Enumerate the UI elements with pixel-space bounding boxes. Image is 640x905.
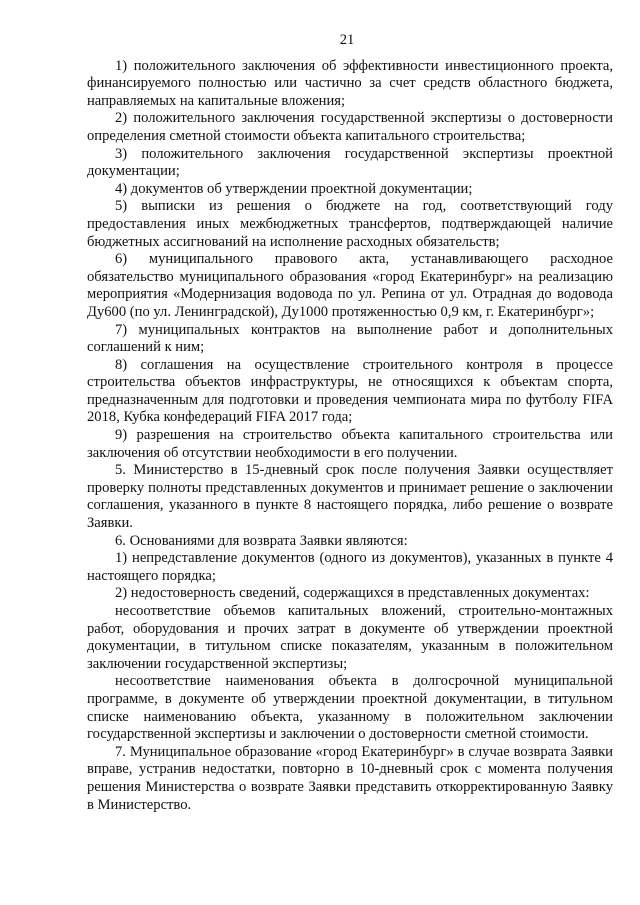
paragraph-item-4: 4) документов об утверждении проектной документации; <box>115 180 473 197</box>
paragraph-item-5: 5) выписки из решения о бюджете на год, соответствующий году предоставления иных межбюджетных трансфертов, подтверждающей наличие бюджетных ассигнований на исполнение расходных обязательств; <box>87 198 613 250</box>
paragraph-mismatch-volumes: несоответствие объемов капитальных вложений, строительно-монтажных работ, оборудования и прочих затрат в документе об утверждении проектной документации, в титульном списке показателям, указанным в положительном заключении государственной экспертизы; <box>87 603 613 672</box>
paragraph-reason-1: 1) непредставление документов (одного из документов), указанных в пункте 4 настоящего порядка; <box>87 550 613 584</box>
paragraph-item-1: 1) положительного заключения об эффективности инвестиционного проекта, финансируемого полностью или частично за счет средств областного бюджета, направляемых на капитальные вложения; <box>87 57 613 109</box>
paragraph-section-7: 7. Муниципальное образование «город Екатеринбург» в случае возврата Заявки вправе, устранив недостатки, повторно в 10-дневный срок с момента получения решения Министерства о возврате Заявки представить откорректированную Заявку в Министерство. <box>87 743 613 813</box>
paragraph-item-3: 3) положительного заключения государственной экспертизы проектной документации; <box>87 145 613 180</box>
paragraph-section-5: 5. Министерство в 15-дневный срок после получения Заявки осуществляет проверку полноты представленных документов и принимает решение о заключении соглашения, указанного в пункте 8 настоящего порядка, либо решение о возврате Заявки. <box>87 462 613 532</box>
paragraph-reason-2: 2) недостоверность сведений, содержащихся в представленных документах: <box>115 585 590 602</box>
paragraph-item-7: 7) муниципальных контрактов на выполнение работ и дополнительных соглашений к ним; <box>87 321 613 356</box>
page-number: 21 <box>339 32 355 48</box>
paragraph-item-6: 6) муниципального правового акта, устанавливающего расходное обязательство муниципального образования «город Екатеринбург» на реализацию мероприятия «Модернизация водовода по ул. Репина от ул. Отрадная до водовода Ду600 (по ул. Ленинградской), Ду1000 протяженностью 0,9 км, г. Екатеринбург»; <box>87 251 613 320</box>
paragraph-mismatch-name: несоответствие наименования объекта в долгосрочной муниципальной программе, в документе об утверждении проектной документации, в титульном списке наименованию объекта, указанному в положительном заключении государственной экспертизы и заключении о достоверности сметной стоимости. <box>87 673 613 743</box>
paragraph-item-2: 2) положительного заключения государственной экспертизы о достоверности определения сметной стоимости объекта капитального строительства; <box>87 110 613 144</box>
document-page <box>87 32 613 814</box>
paragraph-item-9: 9) разрешения на строительство объекта капитального строительства или заключения об отсутствии необходимости в его получении. <box>87 427 613 461</box>
paragraph-section-6: 6. Основаниями для возврата Заявки являются: <box>115 532 408 549</box>
paragraph-item-8: 8) соглашения на осуществление строительного контроля в процессе строительства объектов инфраструктуры, не относящихся к объектам спорта, предназначенным для подготовки и проведения чемпионата мира по футболу FIFA 2018, Кубка конфедераций FIFA 2017 года; <box>87 356 613 426</box>
